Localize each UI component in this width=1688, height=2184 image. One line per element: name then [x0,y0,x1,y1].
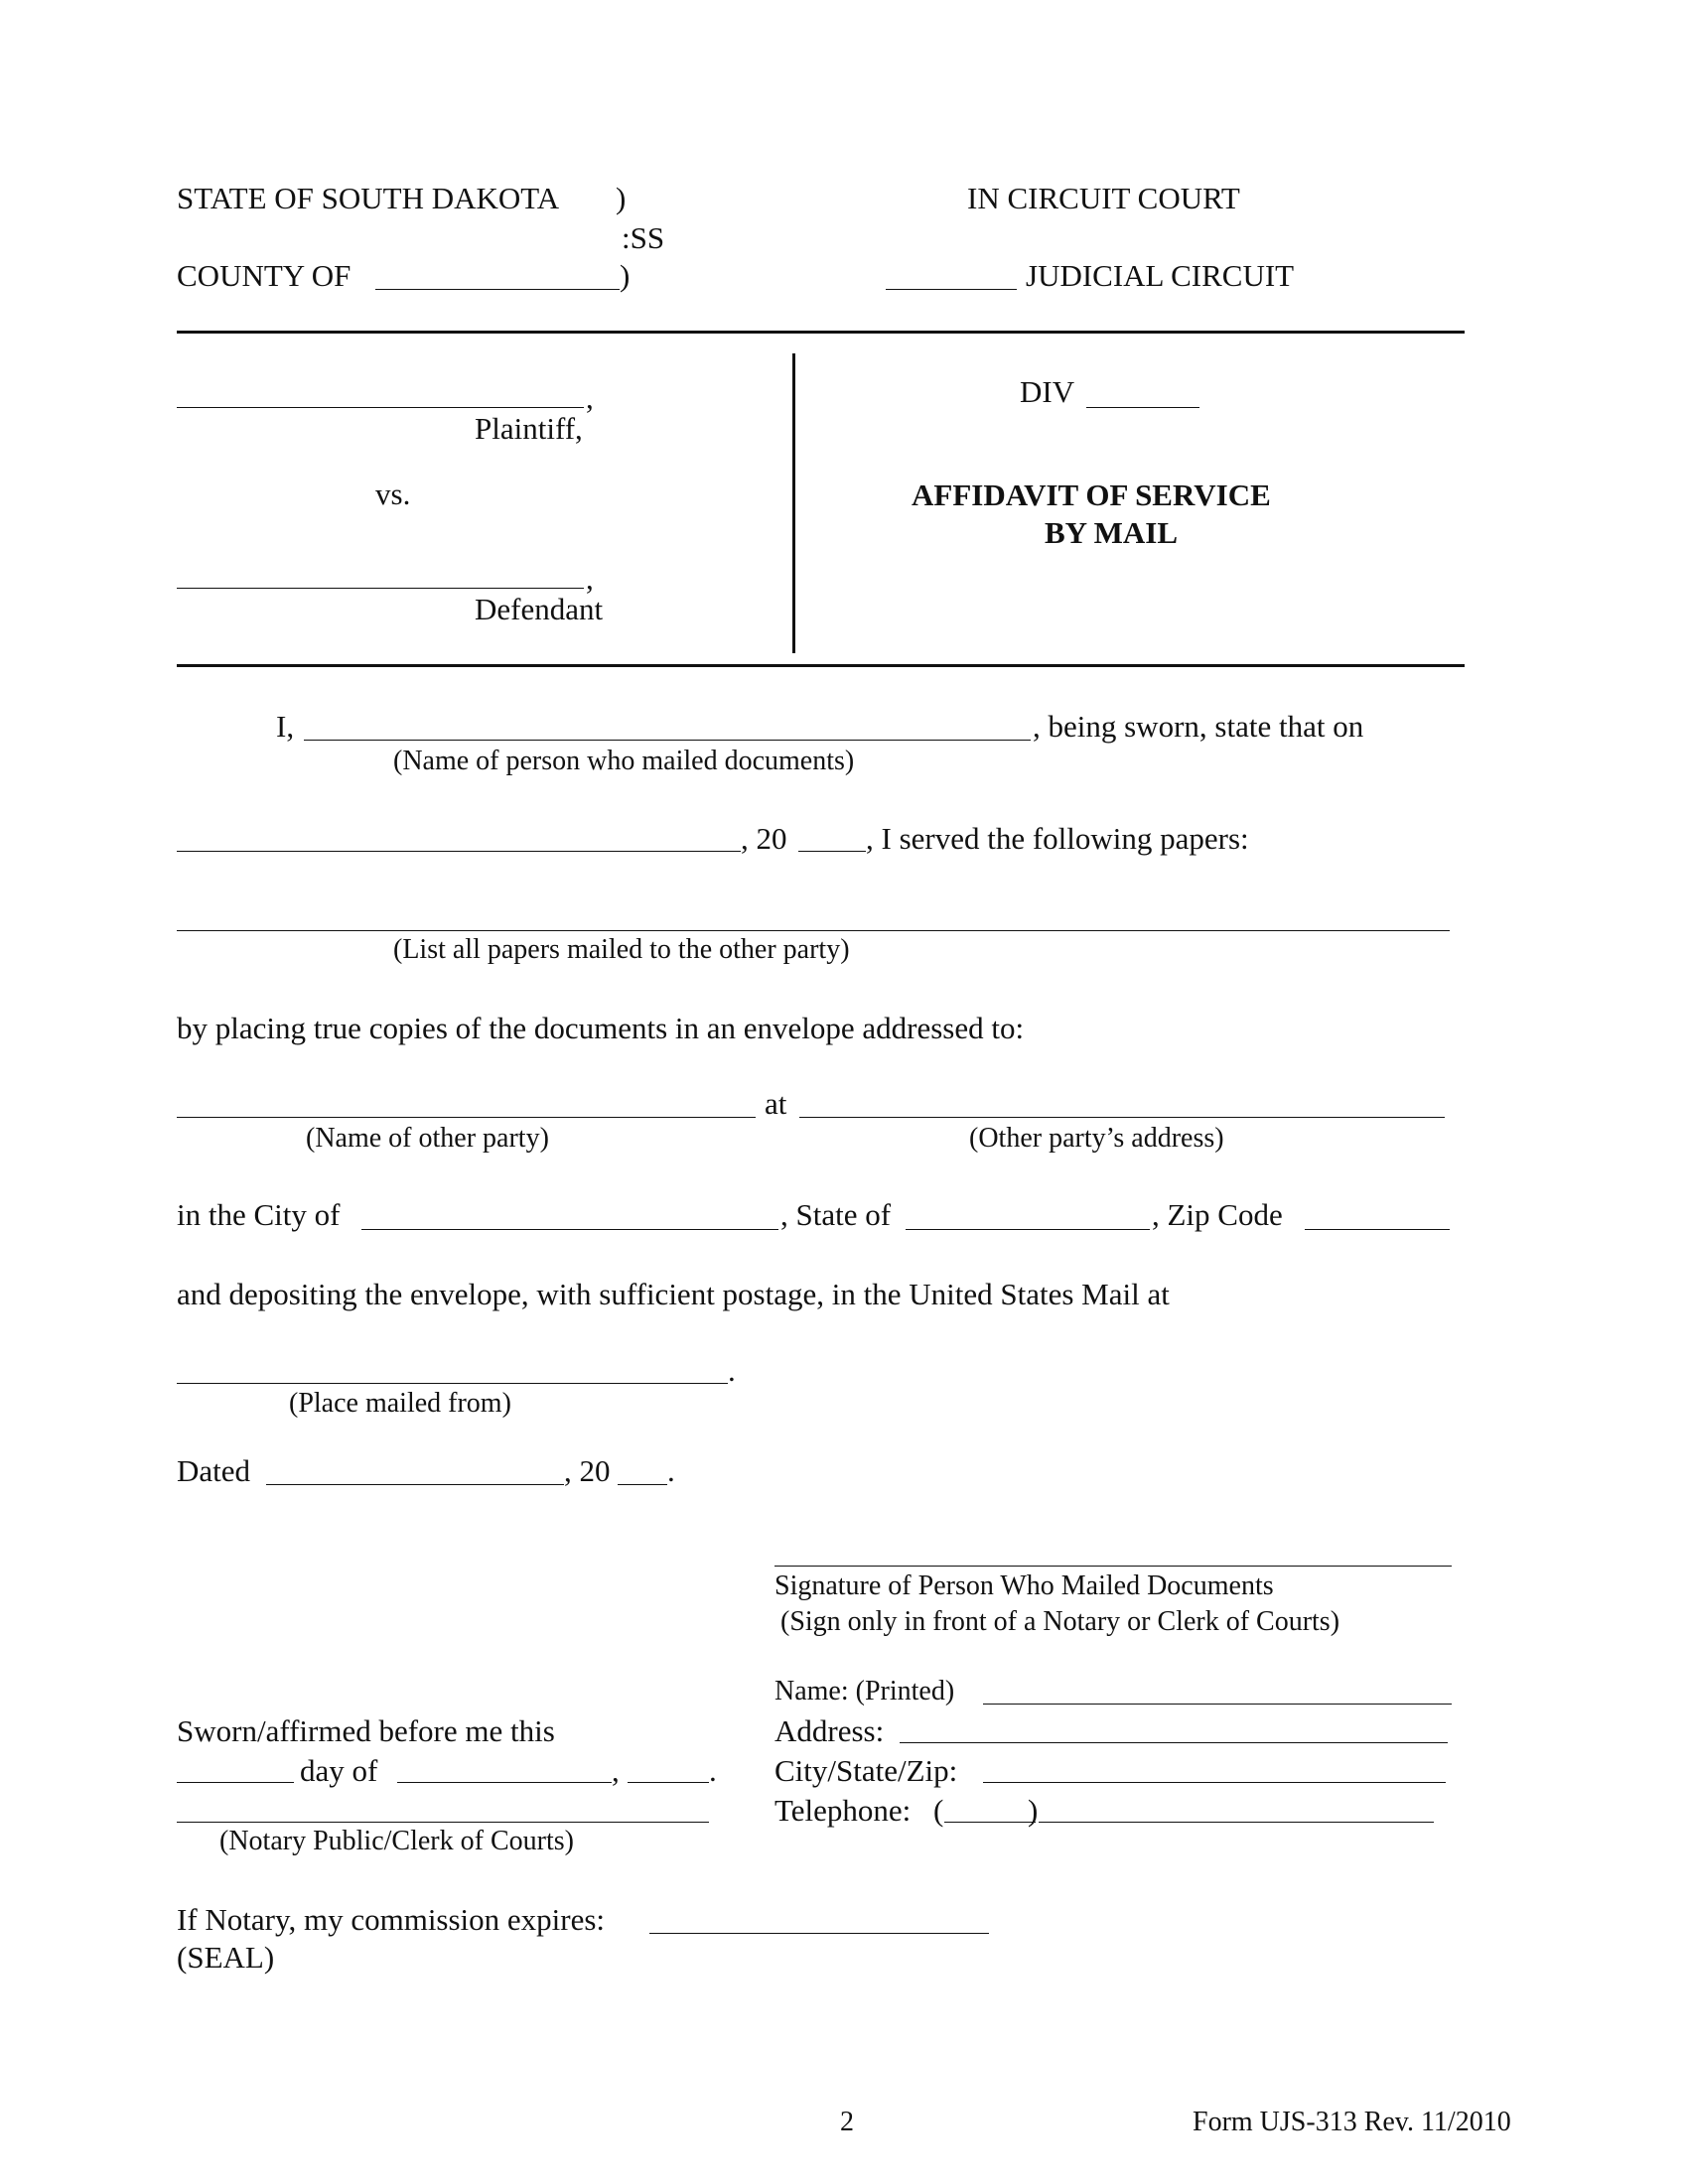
city-state-zip-label: City/State/Zip: [774,1753,958,1788]
paren-2: ) [620,258,631,293]
notary-month-field[interactable] [397,1782,612,1783]
circuit-label: JUDICIAL CIRCUIT [1026,258,1295,293]
caption-bottom-divider [177,664,1465,667]
plaintiff-field[interactable] [177,407,584,408]
county-label: COUNTY OF [177,258,352,293]
page-number: 2 [840,2107,854,2137]
telephone-field[interactable] [1039,1822,1434,1823]
notary-sworn-text: Sworn/affirmed before me this [177,1713,555,1748]
place-mailed-field[interactable] [177,1383,728,1384]
dated-period: . [667,1453,675,1488]
other-party-address-caption: (Other party’s address) [969,1123,1224,1154]
state-label: STATE OF SOUTH DAKOTA [177,181,560,215]
zip-field[interactable] [1305,1229,1450,1230]
signature-instruction: (Sign only in front of a Notary or Clerk of Courts) [780,1606,1340,1637]
notary-year-field[interactable] [628,1782,709,1783]
document-title: AFFIDAVIT OF SERVICE [912,478,1271,512]
county-field[interactable] [375,289,620,290]
notary-caption: (Notary Public/Clerk of Courts) [219,1826,574,1856]
address-label: Address: [774,1713,885,1748]
state-of-label: , State of [780,1197,892,1232]
papers-list-caption: (List all papers mailed to the other party) [393,934,850,965]
defendant-label: Defendant [475,592,604,626]
defendant-field[interactable] [177,588,584,589]
notary-period: . [709,1753,717,1788]
plaintiff-comma: , [586,380,594,415]
served-date-field[interactable] [177,851,741,852]
court-label: IN CIRCUIT COURT [967,181,1240,215]
served-text: , I served the following papers: [866,821,1249,856]
circuit-number-field[interactable] [886,289,1017,290]
other-party-name-field[interactable] [177,1117,756,1118]
defendant-comma: , [586,561,594,596]
plaintiff-label: Plaintiff, [475,411,583,446]
printed-name-field[interactable] [983,1704,1452,1705]
affiant-name-caption: (Name of person who mailed documents) [393,746,855,776]
top-divider [177,331,1465,334]
address-field[interactable] [900,1742,1448,1743]
city-state-zip-field[interactable] [983,1782,1446,1783]
telephone-label: Telephone: [774,1793,912,1828]
notary-comma: , [612,1753,620,1788]
signature-caption: Signature of Person Who Mailed Documents [774,1570,1274,1601]
ss-label: :SS [622,220,665,255]
div-field[interactable] [1086,407,1199,408]
zip-label: , Zip Code [1152,1197,1283,1232]
notary-signature-line[interactable] [177,1822,709,1823]
dated-year-field[interactable] [618,1484,667,1485]
dated-year-prefix: , 20 [564,1453,611,1488]
other-party-name-caption: (Name of other party) [306,1123,549,1154]
caption-vertical-divider [792,353,795,653]
served-year-field[interactable] [798,851,866,852]
paren-1: ) [616,181,627,215]
vs-label: vs. [375,477,411,511]
notary-day-field[interactable] [177,1782,294,1783]
at-label: at [765,1086,787,1121]
seal-label: (SEAL) [177,1940,275,1975]
telephone-open-paren: ( [933,1793,944,1828]
document-title-line2: BY MAIL [1045,515,1179,550]
other-party-address-field[interactable] [799,1117,1445,1118]
year-prefix: , 20 [741,821,787,856]
dated-field[interactable] [266,1484,564,1485]
commission-label: If Notary, my commission expires: [177,1902,606,1937]
commission-expires-field[interactable] [649,1933,989,1934]
form-identifier: Form UJS-313 Rev. 11/2010 [1193,2107,1511,2137]
signature-line[interactable] [774,1566,1452,1567]
placing-text: by placing true copies of the documents in an envelope addressed to: [177,1011,1025,1045]
papers-list-field[interactable] [177,930,1450,931]
div-label: DIV [1020,374,1075,409]
depositing-text: and depositing the envelope, with sufficient postage, in the United States Mail at [177,1277,1170,1311]
sworn-text: , being sworn, state that on [1033,709,1364,744]
i-label: I, [276,709,295,744]
place-mailed-caption: (Place mailed from) [289,1388,511,1419]
city-label: in the City of [177,1197,341,1232]
affiant-name-field[interactable] [304,740,1031,741]
telephone-close-paren: ) [1028,1793,1039,1828]
city-field[interactable] [361,1229,778,1230]
place-period: . [728,1353,736,1388]
dated-label: Dated [177,1453,251,1488]
printed-name-label: Name: (Printed) [774,1676,955,1706]
day-of-label: day of [300,1753,378,1788]
area-code-field[interactable] [944,1822,1036,1823]
state-field[interactable] [906,1229,1150,1230]
